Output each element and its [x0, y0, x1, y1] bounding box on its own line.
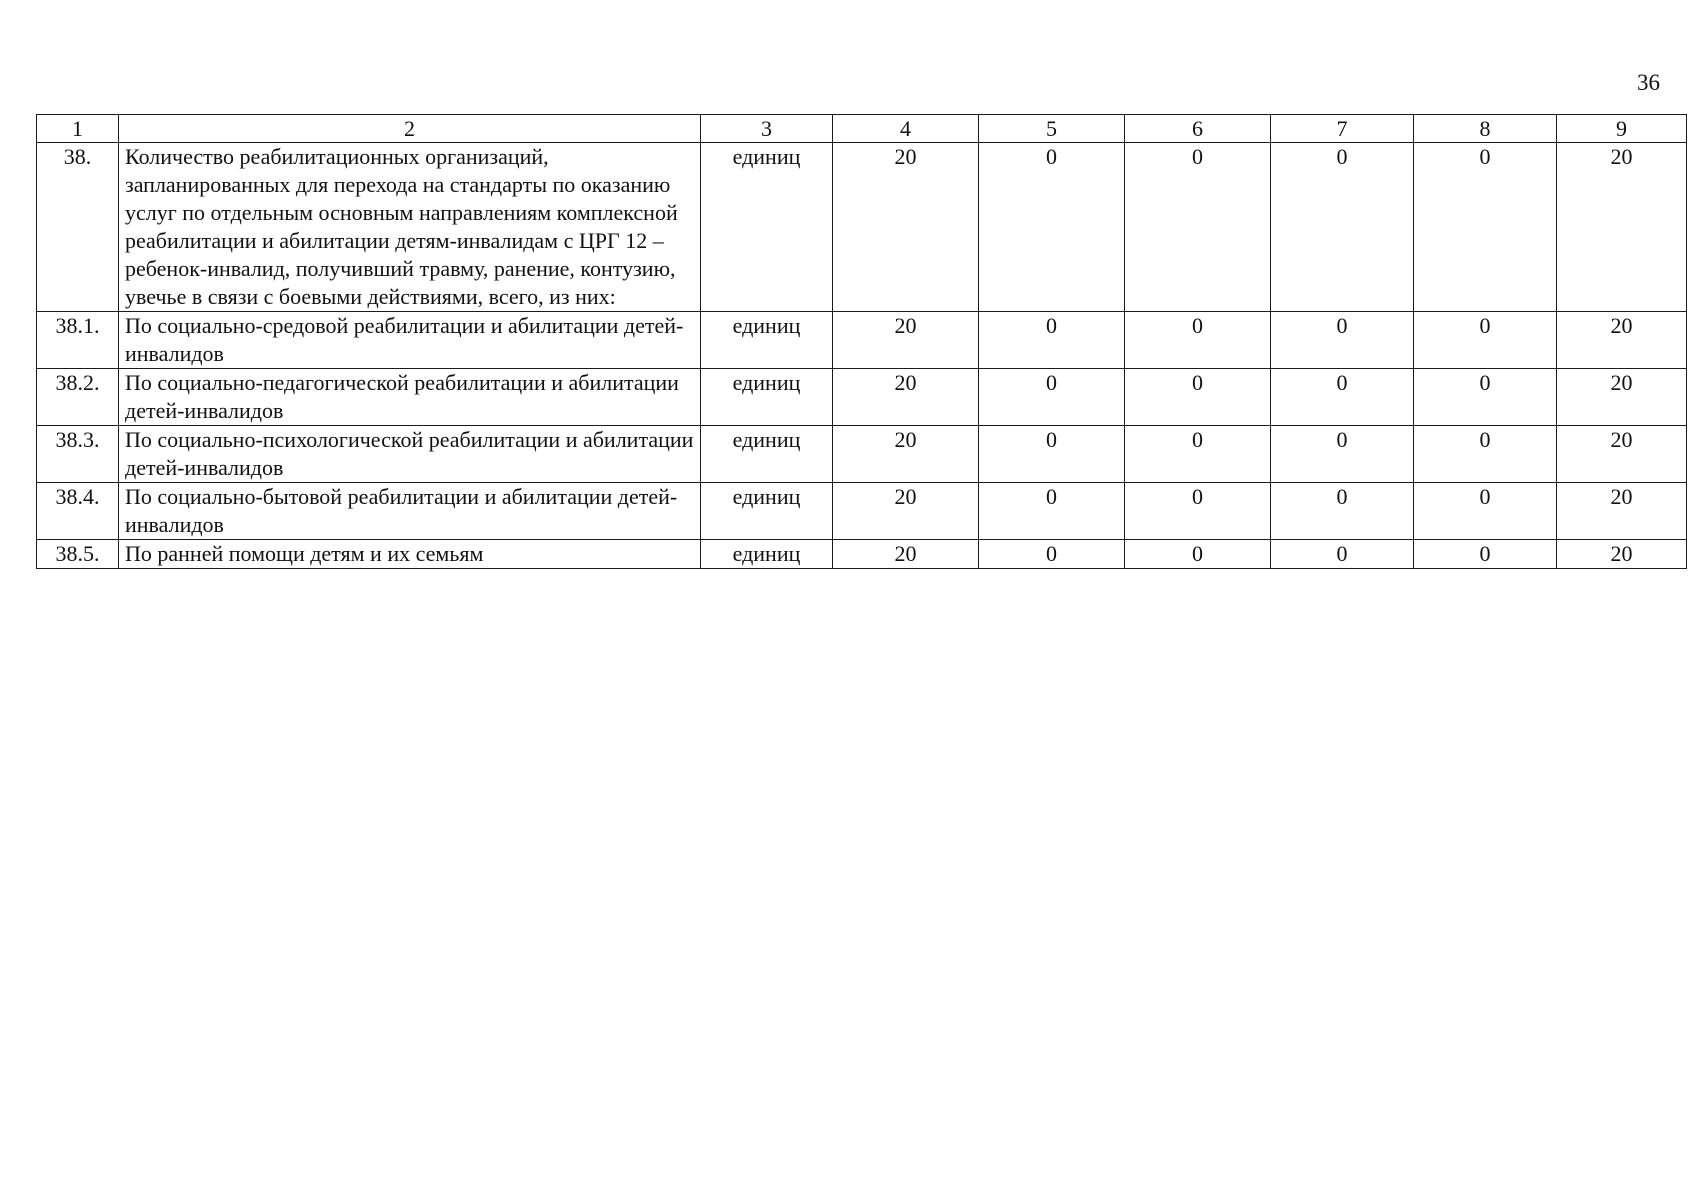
- row-unit: единиц: [701, 483, 833, 540]
- row-value: 20: [833, 143, 979, 312]
- row-value: 0: [1414, 143, 1557, 312]
- row-value: 20: [833, 312, 979, 369]
- indicator-table: [36, 114, 1687, 569]
- row-indicator-name: По социально-средовой реабилитации и абилитации детей-инвалидов: [119, 312, 701, 369]
- row-indicator-name: Количество реабилитационных организаций, запланированных для перехода на стандарты по оказанию услуг по отдельным основным направлениям комплексной реабилитации и абилитации детям-инвалидам с ЦРГ 12 – ребенок-инвалид, получивший травму, ранение, контузию, увечье в связи с боевыми действиями, всего, из них:: [119, 143, 701, 312]
- row-value: 20: [833, 426, 979, 483]
- column-header: 2: [119, 115, 701, 143]
- row-value: 0: [979, 312, 1125, 369]
- row-number: 38.1.: [37, 312, 119, 369]
- row-unit: единиц: [701, 312, 833, 369]
- row-value: 0: [1414, 483, 1557, 540]
- row-number: 38.: [37, 143, 119, 312]
- table-row: [37, 369, 1687, 426]
- row-value: 0: [1125, 312, 1271, 369]
- row-value: 0: [1271, 312, 1414, 369]
- row-value: 0: [1125, 426, 1271, 483]
- row-value: 0: [1271, 143, 1414, 312]
- row-value: 0: [979, 540, 1125, 569]
- row-value: 0: [1414, 369, 1557, 426]
- row-value: 0: [1414, 540, 1557, 569]
- row-value: 20: [1557, 143, 1687, 312]
- table-row: [37, 426, 1687, 483]
- page-number: 36: [1637, 70, 1660, 95]
- row-number: 38.2.: [37, 369, 119, 426]
- row-value: 0: [1125, 143, 1271, 312]
- row-indicator-name: По социально-бытовой реабилитации и абилитации детей-инвалидов: [119, 483, 701, 540]
- column-number-row: [37, 115, 1687, 143]
- row-value: 20: [833, 540, 979, 569]
- row-value: 0: [979, 143, 1125, 312]
- row-value: 0: [1271, 426, 1414, 483]
- column-header: 6: [1125, 115, 1271, 143]
- row-unit: единиц: [701, 426, 833, 483]
- row-number: 38.5.: [37, 540, 119, 569]
- table-row: [37, 483, 1687, 540]
- column-header: 3: [701, 115, 833, 143]
- table-row: [37, 143, 1687, 312]
- row-value: 0: [1271, 483, 1414, 540]
- row-unit: единиц: [701, 540, 833, 569]
- row-value: 20: [833, 369, 979, 426]
- column-header: 5: [979, 115, 1125, 143]
- row-indicator-name: По социально-педагогической реабилитации и абилитации детей-инвалидов: [119, 369, 701, 426]
- table-row: [37, 312, 1687, 369]
- row-number: 38.4.: [37, 483, 119, 540]
- column-header: 1: [37, 115, 119, 143]
- row-indicator-name: По социально-психологической реабилитации и абилитации детей-инвалидов: [119, 426, 701, 483]
- row-value: 20: [1557, 483, 1687, 540]
- row-value: 0: [979, 426, 1125, 483]
- row-value: 20: [1557, 369, 1687, 426]
- row-unit: единиц: [701, 369, 833, 426]
- row-indicator-name: По ранней помощи детям и их семьям: [119, 540, 701, 569]
- row-value: 0: [979, 483, 1125, 540]
- row-value: 20: [833, 483, 979, 540]
- row-value: 0: [1414, 426, 1557, 483]
- row-value: 0: [1125, 483, 1271, 540]
- row-value: 20: [1557, 426, 1687, 483]
- row-unit: единиц: [701, 143, 833, 312]
- row-value: 0: [979, 369, 1125, 426]
- row-value: 0: [1414, 312, 1557, 369]
- table-row: [37, 540, 1687, 569]
- row-value: 0: [1271, 369, 1414, 426]
- row-number: 38.3.: [37, 426, 119, 483]
- row-value: 0: [1125, 540, 1271, 569]
- column-header: 8: [1414, 115, 1557, 143]
- row-value: 20: [1557, 540, 1687, 569]
- row-value: 0: [1125, 369, 1271, 426]
- row-value: 0: [1271, 540, 1414, 569]
- row-value: 20: [1557, 312, 1687, 369]
- column-header: 7: [1271, 115, 1414, 143]
- column-header: 9: [1557, 115, 1687, 143]
- column-header: 4: [833, 115, 979, 143]
